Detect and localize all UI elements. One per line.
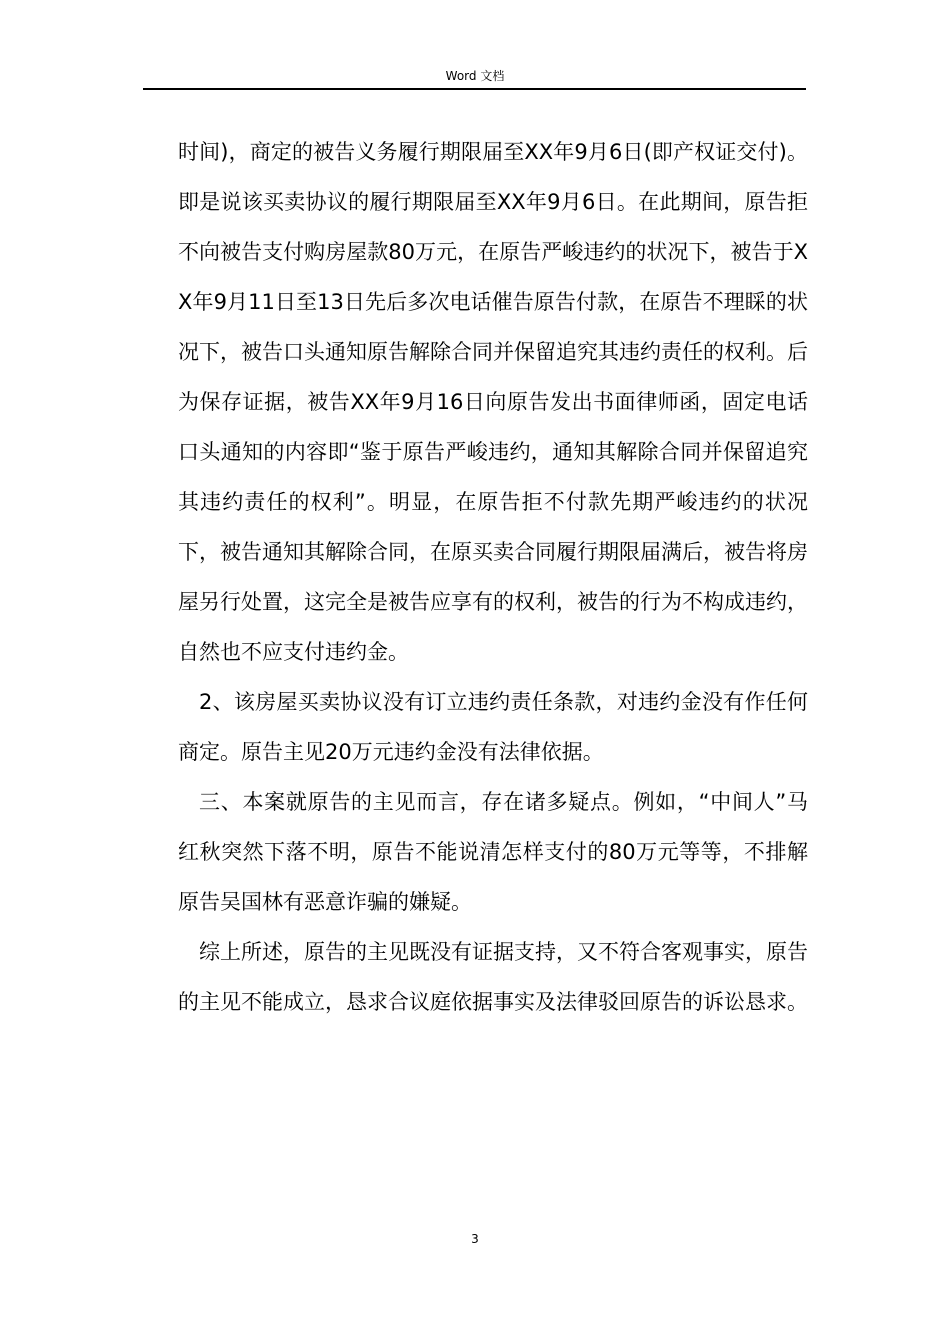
document-header: Word 文档 xyxy=(445,69,505,83)
paragraph-conclusion: 综上所述，原告的主见既没有证据支持，又不符合客观事实，原告的主见不能成立，恳求合议庭依据事实及法律驳回原告的诉讼恳求。 xyxy=(178,940,808,1014)
paragraph-doubts: 三、本案就原告的主见而言，存在诸多疑点。例如，“中间人”马红秋突然下落不明，原告不能说清怎样支付的80万元等等，不排解原告吴国林有恶意诈骗的嫌疑。 xyxy=(178,790,808,914)
header-divider xyxy=(143,88,806,90)
paragraph-no-penalty-clause: 2、该房屋买卖协议没有订立违约责任条款，对违约金没有作任何商定。原告主见20万元违约金没有法律依据。 xyxy=(178,690,808,764)
document-body xyxy=(178,127,808,1027)
page-number: 3 xyxy=(471,1232,479,1246)
paragraph-contract-term: 时间)，商定的被告义务履行期限届至XX年9月6日(即产权证交付)。即是说该买卖协议的履行期限届至XX年9月6日。在此期间，原告拒不向被告支付购房屋款80万元，在原告严峻违约的状况下，被告于XX年9月11日至13日先后多次电话催告原告付款，在原告不理睬的状况下，被告口头通知原告解除合同并保留追究其违约责任的权利。后为保存证据，被告XX年9月16日向原告发出书面律师函，固定电话口头通知的内容即“鉴于原告严峻违约，通知其解除合同并保留追究其违约责任的权利”。明显，在原告拒不付款先期严峻违约的状况下，被告通知其解除合同，在原买卖合同履行期限届满后，被告将房屋另行处置，这完全是被告应享有的权利，被告的行为不构成违约，自然也不应支付违约金。 xyxy=(178,140,808,664)
